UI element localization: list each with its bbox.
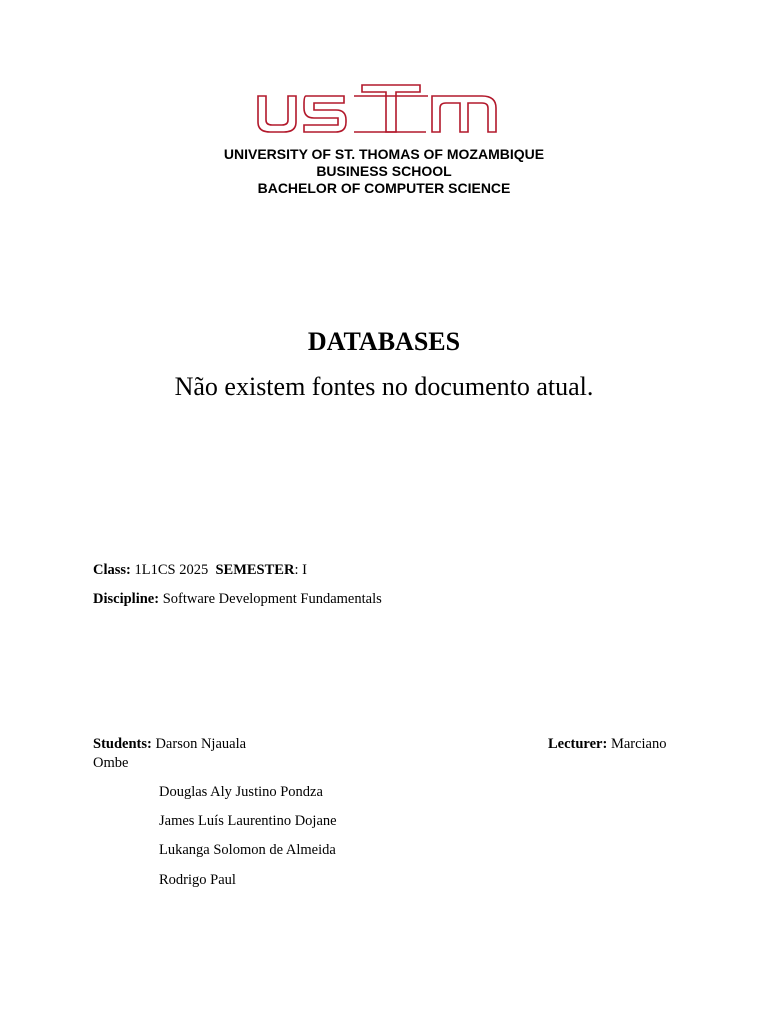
class-line: [93, 561, 307, 579]
lecturer-first-name: Marciano: [610, 736, 667, 752]
document-title: DATABASES: [307, 327, 461, 356]
discipline-line: [93, 590, 382, 608]
lecturer-last-name: Ombe: [93, 755, 129, 771]
school-name: BUSINESS SCHOOL: [316, 163, 452, 179]
semester-label: SEMESTER: [215, 562, 295, 578]
discipline-value: Software Development Fundamentals: [162, 591, 382, 607]
document-subtitle: Não existem fontes no documento atual.: [174, 372, 594, 401]
degree-name: BACHELOR OF COMPUTER SCIENCE: [257, 180, 511, 196]
university-logo: [250, 82, 510, 140]
semester-value: : I: [294, 562, 307, 578]
student-name: Lukanga Solomon de Almeida: [159, 842, 336, 858]
student-name: Douglas Aly Justino Pondza: [159, 784, 323, 800]
student-name: Rodrigo Paul: [159, 872, 236, 888]
student-name: Darson Njauala: [155, 736, 247, 752]
discipline-label: Discipline:: [93, 591, 160, 607]
class-label: Class:: [93, 562, 131, 578]
university-name: UNIVERSITY OF ST. THOMAS OF MOZAMBIQUE: [223, 146, 545, 162]
class-value: 1L1CS 2025: [134, 562, 209, 578]
student-name: James Luís Laurentino Dojane: [159, 813, 337, 829]
students-line: [93, 735, 246, 753]
students-label: Students:: [93, 736, 152, 752]
lecturer-label: Lecturer:: [548, 736, 608, 752]
lecturer-line: [548, 735, 667, 753]
